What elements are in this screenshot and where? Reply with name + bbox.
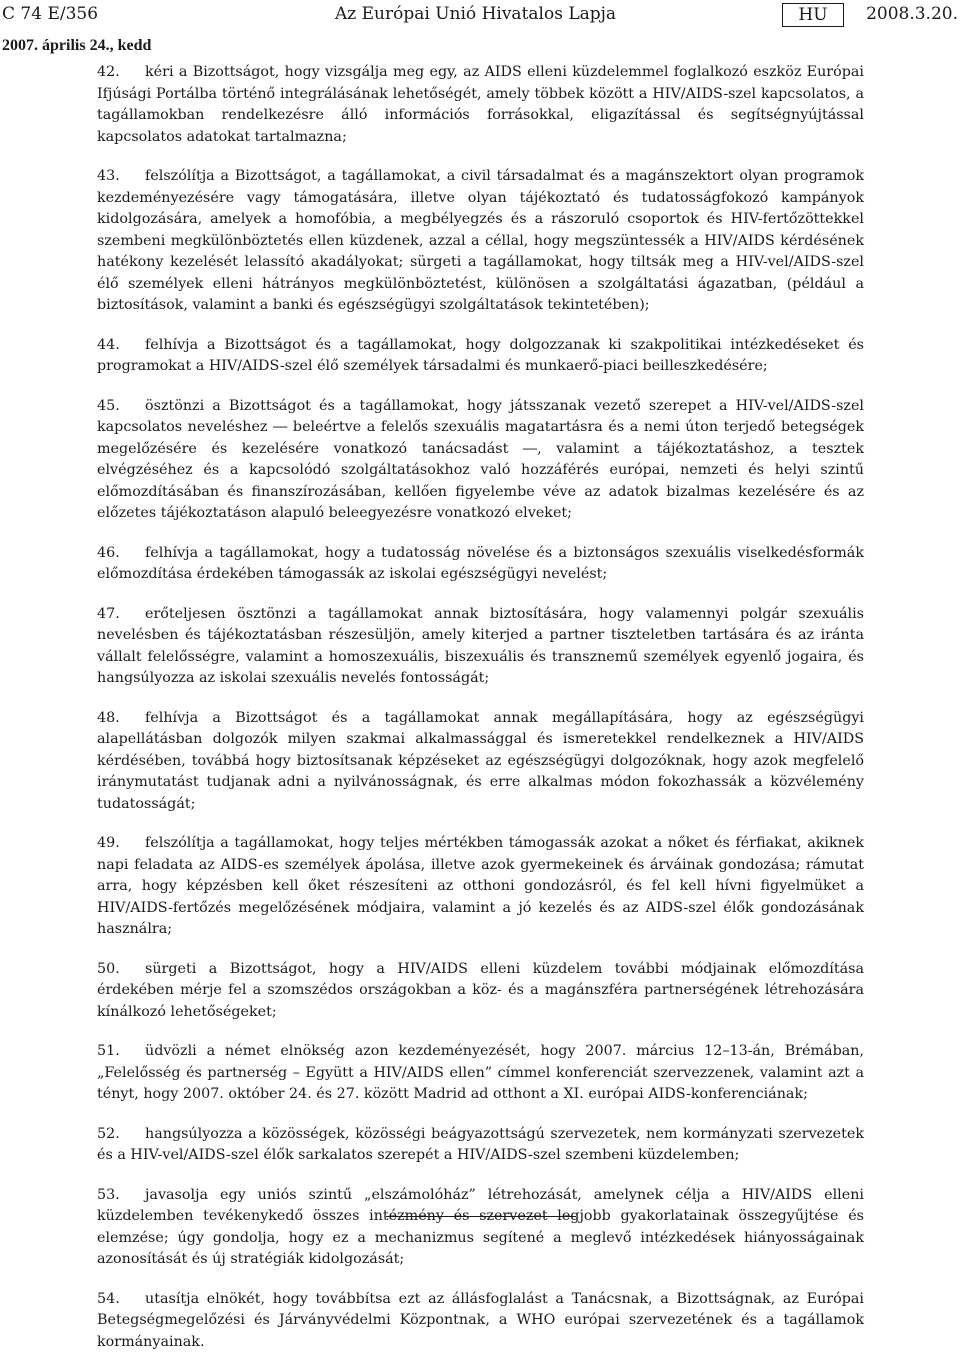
paragraph-number: 52. xyxy=(97,1125,120,1142)
paragraph xyxy=(97,62,864,148)
paragraph-number: 47. xyxy=(97,605,120,622)
paragraph-number: 46. xyxy=(97,544,120,561)
paragraph-text: javasolja egy uniós szintű „elszámolóház” létrehozását, amelynek célja a HIV/AIDS elleni küzdelemben tevékenykedő összes intézmény és szervezet legjobb gyakorlatainak összegyűjtése és elemzése; úgy gondolja, hogy ez a mechanizmus segítené a meglevő intézkedések hiányosságainak azonosítását és új stratégiák kidolgozását; xyxy=(97,1186,864,1267)
paragraph-number: 45. xyxy=(97,397,120,414)
paragraph-text: felhívja a Bizottságot és a tagállamokat, hogy dolgozzanak ki szakpolitikai intézkedéseket és programokat a HIV/AIDS-szel élő személyek társadalmi és munkaerő-piaci beilleszkedésére; xyxy=(97,336,864,374)
language-badge: HU xyxy=(782,3,844,27)
paragraph xyxy=(97,604,864,690)
paragraph-number: 49. xyxy=(97,835,120,851)
paragraph xyxy=(97,396,864,525)
paragraph-number: 51. xyxy=(97,1043,120,1059)
paragraph-text: felhívja a Bizottságot és a tagállamokat annak megállapítására, hogy az egészségügyi alapellátásban dolgozók milyen szakmai alkalmassággal és ismeretekkel rendelkeznek a HIV/AIDS kérdésében, továbbá hogy biztosítsanak képzéseket az egészségügyi dolgozóknak, hogy azok megfelelő iránymutatást tudjanak adni a nyilvánosságnak, és erre alkalmas módon fokozhassák a közvélemény tudatosságát; xyxy=(97,709,864,812)
paragraph-text: felszólítja a Bizottságot, a tagállamokat, a civil társadalmat és a magánszektort olyan programok kezdeményezésére vagy támogatására, illetve olyan tájékoztató és tudatosságfokozó kampányok kidolgozására, amelyek a homofóbia, a megbélyegzés és a rászoruló csoportok és HIV-fertőzöttekkel szembeni megkülönböztetés ellen küzdenek, azzal a céllal, hogy megszüntessék a HIV/AIDS kérdésének hatékony kezelését lelassító akadályokat; sürgeti a tagállamokat, hogy tiltsák meg a HIV-vel/AIDS-szel élő személyek elleni hátrányos megkülönböztetést, különösen a szolgáltatási ágazatban, (például a biztosítások, valamint a banki és egészségügyi szolgáltatások tekintetében); xyxy=(97,168,864,313)
paragraph-text: sürgeti a Bizottságot, hogy a HIV/AIDS elleni küzdelem további módjainak előmozdítása érdekében mérje fel a szomszédos országokban a köz- és a magánszféra partnerségének létrehozására kínálkozó lehetőségeket; xyxy=(97,960,864,1020)
paragraph xyxy=(97,833,864,941)
paragraph xyxy=(97,1124,864,1167)
paragraph xyxy=(97,1289,864,1354)
paragraph-number: 43. xyxy=(97,168,120,184)
journal-reference: C 74 E/356 xyxy=(2,4,99,24)
paragraph-text: felszólítja a tagállamokat, hogy teljes mértékben támogassák azokat a nőket és férfiakat, akiknek napi feladata az AIDS-es személyek ápolása, illetve azok gyermekeinek és árváinak gondozása; rámutat arra, hogy képzésben kell őket részesíteni az otthoni gondozásról, és fel kell hívni figyelmüket a HIV/AIDS-fertőzés megelőzésének módjaira, valamint a jó kezelés és az AIDS-szel élők gondozásának használra; xyxy=(97,835,864,937)
journal-title: Az Európai Unió Hivatalos Lapja xyxy=(335,4,617,24)
paragraph-number: 54. xyxy=(97,1290,120,1307)
paragraph-number: 48. xyxy=(97,709,120,726)
paragraph xyxy=(97,1185,864,1271)
paragraph-text: ösztönzi a Bizottságot és a tagállamokat, hogy játsszanak vezető szerepet a HIV-vel/AIDS-szel kapcsolatos neveléshez ― beleértve a felelős szexuális magatartásra és a nemi úton terjedő betegségek megelőzésére és kezelésére vonatkozó tanácsadást ―, valamint a tájékoztatáshoz, a tesztek elvégzéséhez és a kapcsolódó szolgáltatásokhoz való hozzáférés európai, nemzeti és helyi szintű előmozdításában és finanszírozásában, kellően figyelembe véve az adatok bizalmas kezelésére és az előzetes tájékoztatáson alapuló beleegyezésre vonatkozó elveket; xyxy=(97,397,864,521)
paragraph xyxy=(97,1041,864,1106)
paragraph-number: 44. xyxy=(97,336,120,353)
resolution-body xyxy=(97,62,864,1371)
paragraph xyxy=(97,543,864,586)
paragraph xyxy=(97,166,864,317)
session-date: 2007. április 24., kedd xyxy=(2,37,152,54)
paragraph xyxy=(97,959,864,1024)
publication-date: 2008.3.20. xyxy=(866,4,958,24)
paragraph-number: 42. xyxy=(97,64,120,80)
paragraph-number: 50. xyxy=(97,960,120,977)
paragraph-text: utasítja elnökét, hogy továbbítsa ezt az állásfoglalást a Tanácsnak, a Bizottságnak, az Európai Betegségmegelőzési és Járványvédelmi Központnak, a WHO európai szervezetének és a tagállamok kormányainak. xyxy=(97,1290,864,1350)
page-header xyxy=(0,0,960,30)
paragraph-number: 53. xyxy=(97,1186,120,1203)
paragraph-text: hangsúlyozza a közösségek, közösségi beágyazottságú szervezetek, nem kormányzati szervezetek és a HIV-vel/AIDS-szel élők sarkalatos szerepét a HIV/AIDS-szel szembeni küzdelemben; xyxy=(97,1125,864,1163)
paragraph xyxy=(97,708,864,816)
paragraph xyxy=(97,335,864,378)
paragraph-text: felhívja a tagállamokat, hogy a tudatosság növelése és a biztonságos szexuális viselkedésformák előmozdítása érdekében támogassák az iskolai egészségügyi nevelést; xyxy=(97,544,864,582)
end-rule xyxy=(386,1216,576,1217)
paragraph-text: erőteljesen ösztönzi a tagállamokat annak biztosítására, hogy valamennyi polgár szexuális nevelésben és tájékoztatásban részesüljön, amely kiterjed a partner tiszteletben tartására és az iránta vállalt felelősségre, valamint a homoszexuális, biszexuális és transznemű személyek egyenlő jogaira, és hangsúlyozza az iskolai szexuális nevelés fontosságát; xyxy=(97,605,864,686)
paragraph-text: üdvözli a német elnökség azon kezdeményezését, hogy 2007. március 12–13-án, Brémában, „Felelősség és partnerség – Együtt a HIV/AIDS ellen” címmel konferenciát szervezzenek, valamint azt a tényt, hogy 2007. október 24. és 27. között Madrid ad otthont a XI. európai AIDS-konferenciának; xyxy=(97,1043,864,1102)
paragraph-text: kéri a Bizottságot, hogy vizsgálja meg egy, az AIDS elleni küzdelemmel foglalkozó eszköz Európai Ifjúsági Portálba történő integrálásának lehetőségét, amely többek között a HIV/AIDS-szel kapcsolatos, a tagállamokban rendelkezésre álló információs forrásokkal, eligazítással és segítségnyújtással kapcsolatos adatokat tartalmazna; xyxy=(97,64,864,145)
